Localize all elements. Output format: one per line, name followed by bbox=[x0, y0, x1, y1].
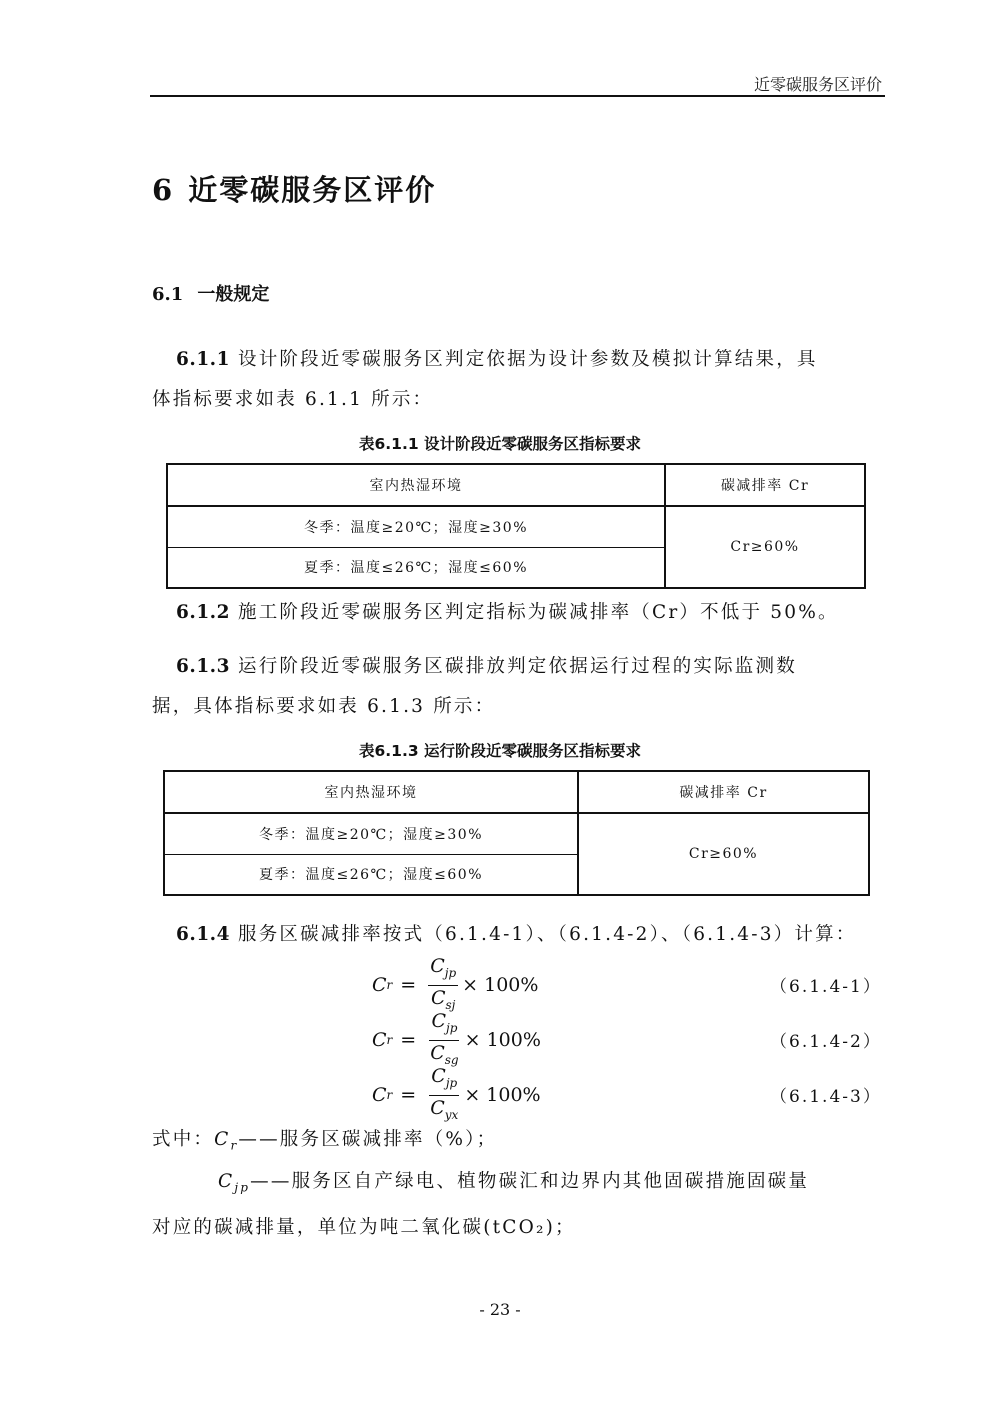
page-number: - 23 - bbox=[479, 1300, 521, 1319]
section-number: 6.1 bbox=[152, 284, 184, 305]
clause-number: 6.1.4 bbox=[176, 924, 230, 945]
section-title bbox=[152, 280, 269, 306]
formula-lhs: C bbox=[372, 1084, 387, 1107]
table-cell: Cr≥60% bbox=[578, 813, 869, 895]
numerator-sub: jp bbox=[444, 965, 457, 980]
formula-fraction bbox=[428, 1065, 460, 1126]
table-caption: 表6.1.1 设计阶段近零碳服务区指标要求 bbox=[358, 435, 642, 453]
formula-fraction bbox=[428, 1010, 460, 1071]
formula-2: C r = $\frac{C_{jp}}{C_{sg}}$ × 100% bbox=[372, 1010, 541, 1071]
table-cell: Cr≥60% bbox=[665, 506, 865, 588]
numerator-sub: jp bbox=[445, 1075, 458, 1090]
definition-cr bbox=[152, 1120, 872, 1166]
table-header-cell: 室内热湿环境 bbox=[167, 464, 665, 506]
definition-line bbox=[152, 1162, 872, 1208]
clause-line: 据，具体指标要求如表 6.1.3 所示： bbox=[152, 696, 496, 717]
definition-line: 对应的碳减排量，单位为吨二氧化碳(tCO₂)； bbox=[152, 1216, 576, 1238]
formula-rest: × 100% bbox=[464, 1084, 541, 1107]
numerator-sub: jp bbox=[445, 1020, 458, 1035]
indicator-table-design bbox=[166, 463, 866, 589]
formula-fraction bbox=[428, 955, 458, 1016]
clause-number: 6.1.3 bbox=[176, 656, 230, 677]
denominator: C bbox=[430, 1096, 445, 1119]
clause-line bbox=[152, 647, 872, 687]
table-cell: 冬季：温度≥20℃；湿度≥30% bbox=[167, 506, 665, 547]
denominator: C bbox=[430, 1041, 445, 1064]
chapter-title bbox=[152, 168, 436, 209]
formula-lhs-sub: r bbox=[386, 1088, 393, 1103]
table-header-cell: 碳减排率 Cr bbox=[578, 771, 869, 813]
formula-3: C r = $\frac{C_{jp}}{C_{yx}}$ × 100% bbox=[372, 1065, 541, 1126]
clause-text: 施工阶段近零碳服务区判定指标为碳减排率（Cr）不低于 50%。 bbox=[238, 602, 839, 623]
table-cell: 夏季：温度≤26℃；湿度≤60% bbox=[167, 547, 665, 588]
denominator-sub: sg bbox=[444, 1052, 459, 1067]
symbol: C bbox=[218, 1171, 235, 1192]
symbol-sub: jp bbox=[234, 1180, 251, 1195]
symbol: C bbox=[214, 1129, 231, 1150]
formula-rest: × 100% bbox=[464, 1029, 541, 1052]
numerator: C bbox=[431, 1010, 446, 1032]
clause-number: 6.1.2 bbox=[176, 602, 230, 623]
clause-line: 体指标要求如表 6.1.1 所示： bbox=[152, 389, 434, 410]
definition-text: ——服务区碳减排率（%）； bbox=[238, 1129, 498, 1150]
denominator-sub: yx bbox=[444, 1107, 459, 1122]
denominator-sub: sj bbox=[445, 997, 456, 1012]
definition-intro: 式中： bbox=[152, 1129, 215, 1150]
formula-lhs-sub: r bbox=[386, 1033, 393, 1048]
clause-6-1-3 bbox=[152, 647, 872, 727]
chapter-title-text: 近零碳服务区评价 bbox=[188, 173, 437, 207]
formula-rest: × 100% bbox=[462, 974, 539, 997]
equation-number: （6.1.4-1） bbox=[770, 977, 882, 997]
section-title-text: 一般规定 bbox=[197, 284, 270, 305]
clause-text: 设计阶段近零碳服务区判定依据为设计参数及模拟计算结果，具 bbox=[238, 349, 818, 370]
numerator: C bbox=[430, 955, 445, 977]
table-cell: 冬季：温度≥20℃；湿度≥30% bbox=[164, 813, 578, 854]
chapter-number: 6 bbox=[152, 173, 175, 207]
running-header: 近零碳服务区评价 bbox=[753, 75, 882, 94]
clause-number: 6.1.1 bbox=[176, 349, 230, 370]
equation-number: （6.1.4-2） bbox=[770, 1032, 882, 1052]
denominator: C bbox=[430, 986, 446, 1009]
table-header-cell: 碳减排率 Cr bbox=[665, 464, 865, 506]
numerator: C bbox=[431, 1065, 446, 1087]
formula-lhs-sub: r bbox=[386, 978, 393, 993]
table-caption: 表6.1.3 运行阶段近零碳服务区指标要求 bbox=[358, 742, 642, 760]
equation-number: （6.1.4-3） bbox=[770, 1087, 882, 1107]
definition-cjp bbox=[152, 1162, 872, 1248]
clause-6-1-1 bbox=[152, 340, 872, 420]
clause-line bbox=[152, 340, 872, 380]
formula-lhs: C bbox=[372, 1029, 387, 1052]
clause-text: 运行阶段近零碳服务区碳排放判定依据运行过程的实际监测数 bbox=[238, 656, 797, 677]
clause-6-1-2 bbox=[152, 593, 872, 633]
formula-lhs: C bbox=[372, 974, 387, 997]
indicator-table-operation bbox=[163, 770, 870, 896]
clause-6-1-4 bbox=[152, 915, 872, 955]
table-header-cell: 室内热湿环境 bbox=[164, 771, 578, 813]
table-cell: 夏季：温度≤26℃；湿度≤60% bbox=[164, 854, 578, 895]
formula-1: C r = $\frac{C_{jp}}{C_{sj}}$ × 100% bbox=[372, 955, 538, 1016]
definition-text: ——服务区自产绿电、植物碳汇和边界内其他固碳措施固碳量 bbox=[250, 1171, 810, 1192]
clause-text: 服务区碳减排率按式（6.1.4-1）、（6.1.4-2）、（6.1.4-3）计算： bbox=[238, 924, 857, 945]
symbol-sub: r bbox=[230, 1138, 239, 1153]
header-rule bbox=[150, 95, 885, 97]
